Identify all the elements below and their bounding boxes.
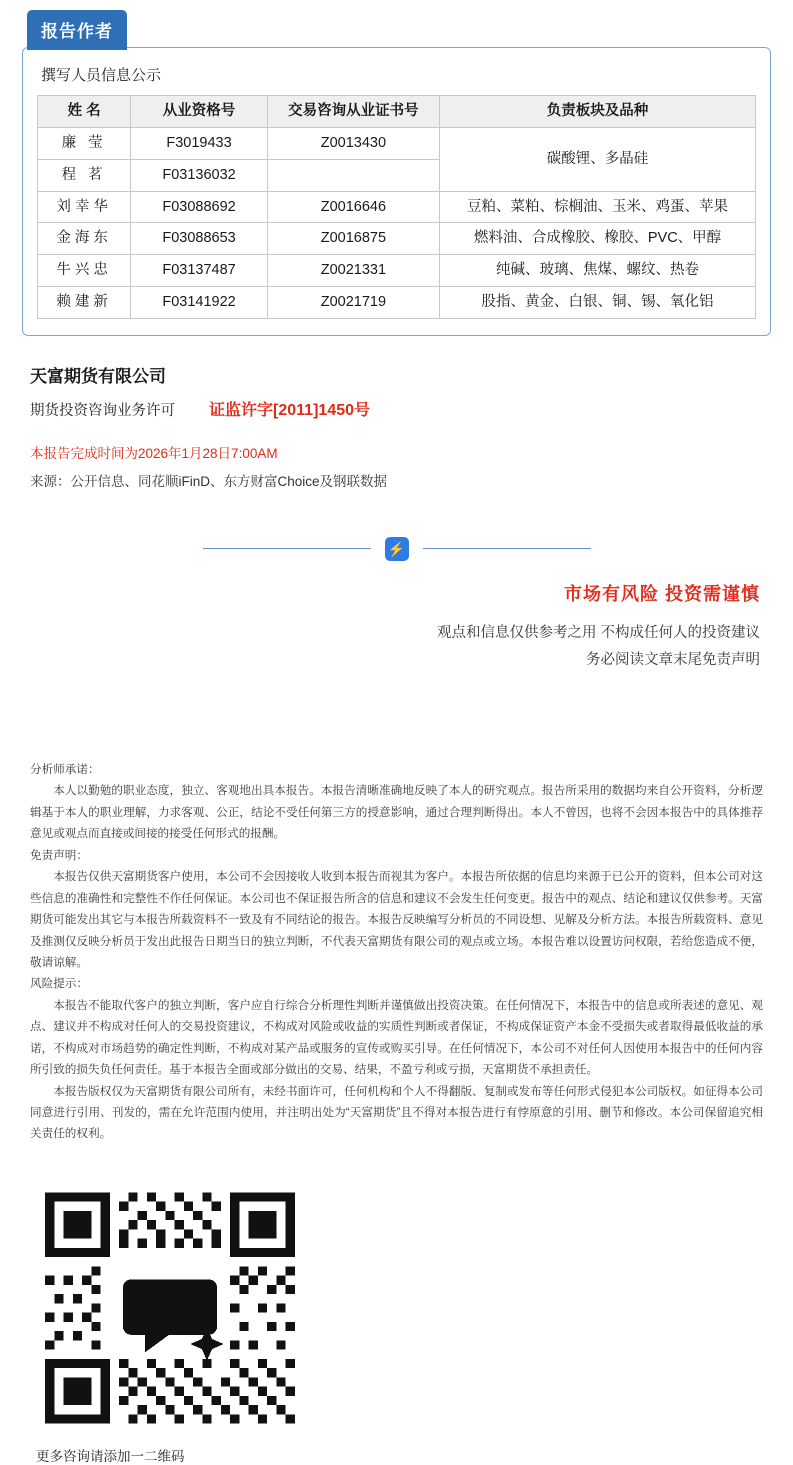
slogan-subtext-line2: 务必阅读文章末尾免责声明	[586, 652, 760, 669]
table-row	[38, 223, 756, 255]
cell-license: F03088653	[131, 223, 267, 255]
cell-name: 金海东	[38, 223, 131, 255]
header-name: 姓 名	[38, 96, 131, 128]
license-number: 证监许字[2011]1450号	[209, 401, 370, 419]
cell-license: F03141922	[131, 287, 267, 319]
cell-license: F03088692	[131, 191, 267, 223]
cell-cert: Z0016646	[267, 191, 439, 223]
disclaimer-block	[30, 759, 763, 1145]
cell-sector: 豆粕、菜粕、棕榈油、玉米、鸡蛋、苹果	[440, 191, 756, 223]
license-line	[30, 397, 763, 420]
disclaimer-body: 本报告仅供天富期货客户使用，本公司不会因接收人收到本报告而视其为客户。本报告所依据的信息均来源于已公开的资料，但本公司对这些信息的准确性和完整性不作任何保证。本公司也不保证报告所含的信息和建议不会发生任何变更。报告中的观点、结论和建议仅供参考。天富期货可能发出其它与本报告所载资料不一致及有不同结论的报告。本报告反映编写分析员的不同设想、见解及分析方法。本报告所载资料、意见及推测仅反映分析员于发出此报告日期当日的独立判断，不代表天富期货有限公司的观点或立场。本报告难以设置访问权限，若给您造成不便，敬请谅解。	[30, 870, 763, 969]
report-author-tab: 报告作者	[27, 10, 127, 50]
cell-sector: 股指、黄金、白银、铜、锡、氧化铝	[440, 287, 756, 319]
cell-license: F3019433	[131, 127, 267, 159]
cell-name: 廉 莹	[38, 127, 131, 159]
slogan-subtext-line1: 观点和信息仅供参考之用 不构成任何人的投资建议	[436, 624, 760, 641]
header-cert: 交易咨询从业证书号	[267, 96, 439, 128]
cell-cert: Z0016875	[267, 223, 439, 255]
header-license: 从业资格号	[131, 96, 267, 128]
qr-caption: 更多咨询请添加一二维码	[36, 1448, 185, 1464]
divider-line-left	[203, 548, 371, 549]
cell-license: F03136032	[131, 159, 267, 191]
analyst-commitment-heading: 分析师承诺：	[30, 763, 100, 776]
cell-sector: 纯碱、玻璃、焦煤、螺纹、热卷	[440, 255, 756, 287]
cell-name: 刘幸华	[38, 191, 131, 223]
cell-name: 赖建新	[38, 287, 131, 319]
cell-cert: Z0021331	[267, 255, 439, 287]
disclaimer-heading: 免责声明：	[30, 848, 88, 862]
analyst-commitment-body: 本人以勤勉的职业态度，独立、客观地出具本报告。本报告清晰准确地反映了本人的研究观点。报告所采用的数据均来自公开资料，分析逻辑基于本人的职业理解，力求客观、公正，结论不受任何第三方的授意影响，通过合理判断得出。本人不曾因，也将不会因本报告中的具体推荐意见或观点而直接或间接的接受任何形式的报酬。	[30, 784, 763, 841]
risk-slogan: 市场有风险 投资需谨慎	[564, 583, 760, 604]
author-table	[37, 95, 756, 319]
section-divider	[0, 534, 793, 564]
lightning-icon: ⚡	[385, 537, 409, 561]
cell-sector: 燃料油、合成橡胶、橡胶、PVC、甲醇	[440, 223, 756, 255]
copyright-body: 本报告版权仅为天富期货有限公司所有，未经书面许可，任何机构和个人不得翻版、复制或发布等任何形式侵犯本公司版权。如征得本公司同意进行引用、刊发的，需在允许范围内使用，并注明出处为“天富期货”且不得对本报告进行有悖原意的引用、删节和修改。本公司保留追究相关责任的权利。	[30, 1084, 763, 1141]
table-row	[38, 191, 756, 223]
risk-warning-heading: 风险提示：	[30, 977, 88, 991]
slogan-subtext	[0, 620, 760, 675]
header-sector: 负责板块及品种	[440, 96, 756, 128]
report-author-section	[22, 10, 771, 336]
cell-license: F03137487	[131, 255, 267, 287]
table-row	[38, 287, 756, 319]
cell-name: 牛兴忠	[38, 255, 131, 287]
report-source-line: 来源：公开信息、同花顺iFinD、东方财富Choice及钢联数据	[30, 473, 388, 489]
report-finish-time: 本报告完成时间为2026年1月28日7:00AM	[30, 445, 278, 461]
cell-name: 程 茗	[38, 159, 131, 191]
author-info-box	[22, 47, 771, 336]
cell-cert: Z0021719	[267, 287, 439, 319]
table-header-row	[38, 96, 756, 128]
qr-code-image	[36, 1183, 793, 1433]
company-name: 天富期货有限公司	[30, 366, 166, 386]
risk-warning-body: 本报告不能取代客户的独立判断，客户应自行综合分析理性判断并谨慎做出投资决策。在任何情况下，本报告中的信息或所表述的意见、观点、建议并不构成对任何人的交易投资建议，不构成对风险或收益的实质性判断或者保证，不构成保证资产本金不受损失或者取得最低收益的承诺，不构成对市场趋势的确定性判断，不构成对某产品或服务的宣传或购买引导。在任何情况下，本公司不对任何人因使用本报告中的任何内容所引致的损失负任何责任。基于本报告全面或部分做出的交易、结果，不盈亏利或亏损，天富期货不承担责任。	[30, 998, 763, 1077]
cell-cert	[267, 159, 439, 191]
company-block	[30, 362, 763, 420]
cell-cert: Z0013430	[267, 127, 439, 159]
cell-sector: 碳酸锂、多晶硅	[440, 127, 756, 191]
table-row	[38, 127, 756, 159]
license-label: 期货投资咨询业务许可	[30, 402, 175, 419]
divider-line-right	[423, 548, 591, 549]
table-row	[38, 255, 756, 287]
author-box-title: 撰写人员信息公示	[41, 67, 162, 84]
